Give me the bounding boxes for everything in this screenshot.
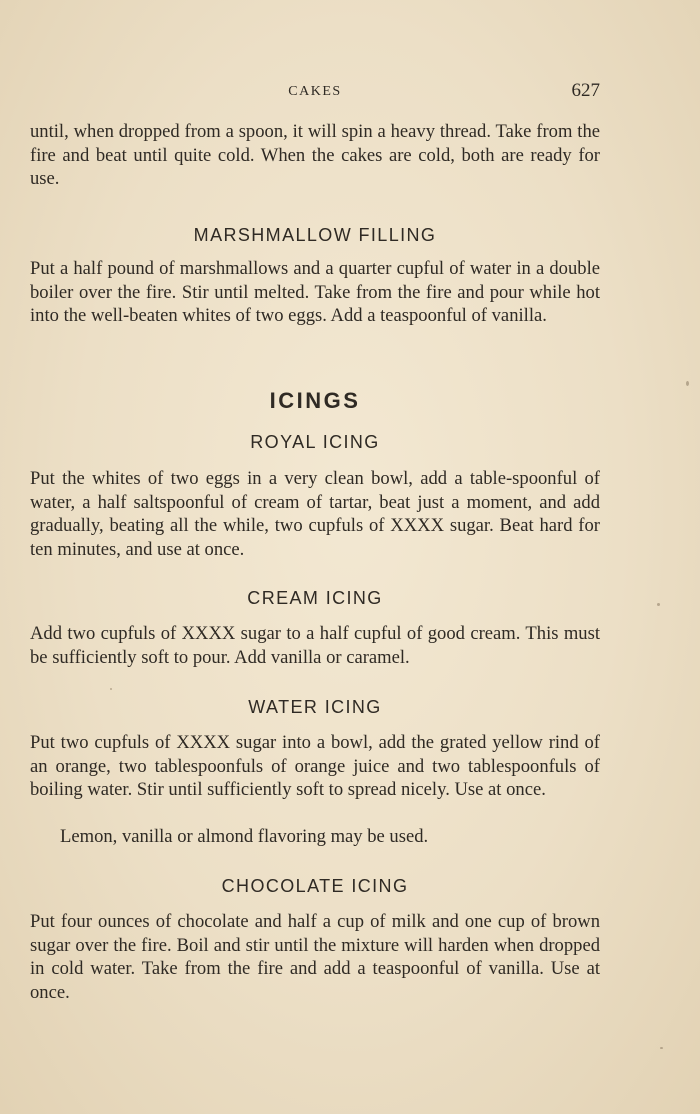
royal-icing-text: Put the whites of two eggs in a very clean bowl, add a table-spoonful of water, a half saltspoonful of cream of tartar, beat just a moment, and add gradually, beating all the while, two cupfuls of XXXX sugar. Beat hard for ten minutes, and use at once. (30, 468, 600, 560)
water-icing-note-text: Lemon, vanilla or almond flavoring may be used. (60, 826, 429, 847)
running-title: CAKES (288, 84, 342, 99)
marshmallow-filling-heading: MARSHMALLOW FILLING (193, 225, 437, 245)
chocolate-icing-text: Put four ounces of chocolate and half a cup of milk and one cup of brown sugar over the fire. Boil and stir until the mixture will harden when dropped in cold water. Take from the fire and add a teaspoonful of vanilla. Use at once. (30, 911, 600, 1003)
marshmallow-filling-text: Put a half pound of marshmallows and a quarter cupful of water in a double boiler over the fire. Stir until melted. Take from the fire and pour while hot into the well-beaten whites of two eggs. Add a teaspoonful of vanilla. (30, 258, 600, 326)
paper-speck (686, 381, 689, 386)
chocolate-icing-heading: CHOCOLATE ICING (221, 876, 409, 896)
water-icing-note (30, 825, 600, 849)
intro-paragraph: until, when dropped from a spoon, it will spin a heavy thread. Take from the fire and beat until quite cold. When the cakes are cold, both are ready for use. (30, 121, 600, 189)
royal-icing-heading: ROYAL ICING (250, 432, 380, 452)
cream-icing-text: Add two cupfuls of XXXX sugar to a half cupful of good cream. This must be sufficiently soft to pour. Add vanilla or caramel. (30, 623, 600, 668)
paper-speck (660, 1047, 663, 1049)
icings-heading: ICINGS (269, 388, 361, 413)
paper-speck (110, 688, 112, 690)
paper-speck (657, 603, 660, 606)
water-icing-heading: WATER ICING (248, 697, 382, 717)
running-head (30, 80, 600, 108)
page-number: 627 (571, 80, 600, 101)
cream-icing-heading: CREAM ICING (247, 588, 383, 608)
water-icing-text: Put two cupfuls of XXXX sugar into a bowl, add the grated yellow rind of an orange, two tablespoonfuls of orange juice and two tablespoonfuls of boiling water. Stir until sufficiently soft to spread nicely. Use at once. (30, 732, 600, 800)
